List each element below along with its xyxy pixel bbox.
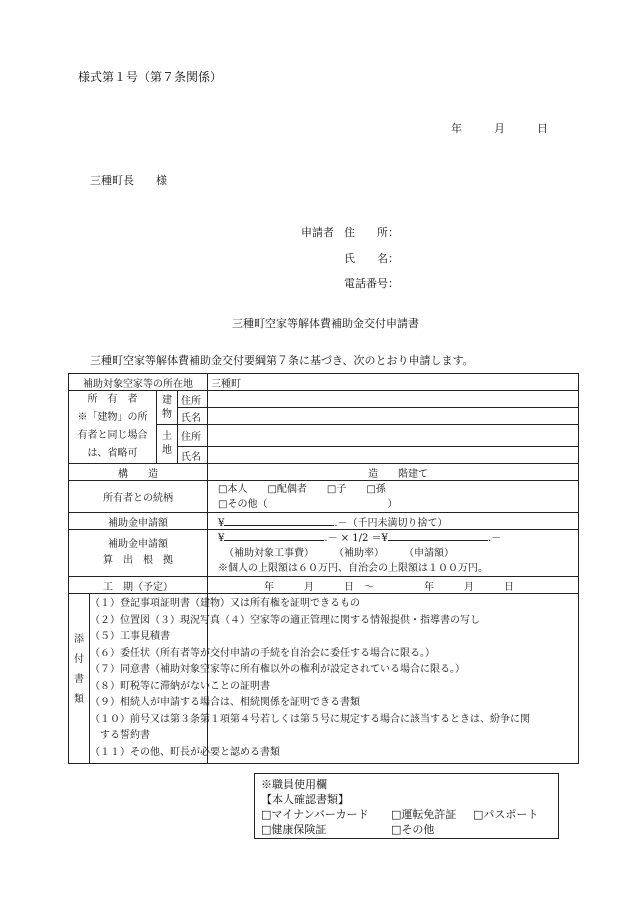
staff-subtitle: 【本人確認書類】 bbox=[261, 793, 349, 806]
building-address-label: 住所 bbox=[178, 391, 208, 408]
land-name-value[interactable] bbox=[208, 447, 579, 464]
row-amount bbox=[69, 513, 579, 530]
calc-line-1: ¥ .－ × 1/2 ＝¥ .－ bbox=[218, 530, 575, 546]
amount-value[interactable] bbox=[208, 513, 579, 530]
applicant-name-label: 氏 名： bbox=[344, 252, 399, 265]
location-label: 補助対象空家等の所在地 bbox=[69, 374, 208, 391]
applicant-phone-label: 電話番号： bbox=[344, 277, 399, 290]
attachment-item: （１０）前号又は第３条第１項第４号若しくは第５号に規定する場合に該当するときは、紛争に関 bbox=[90, 713, 530, 725]
staff-title: ※職員使用欄 bbox=[261, 778, 327, 791]
row-building-address bbox=[69, 391, 579, 408]
amount-blank bbox=[224, 515, 334, 526]
row-relation bbox=[69, 481, 579, 513]
land-address-value[interactable] bbox=[208, 425, 579, 447]
form-number: 様式第１号（第７条関係） bbox=[78, 70, 223, 84]
attachment-item: （８）町税等に滞納がないことの証明書 bbox=[90, 680, 270, 692]
attachments-list bbox=[90, 594, 530, 764]
attachment-item: （１１）その他、町長が必要と認める書類 bbox=[90, 746, 280, 758]
staff-use-box bbox=[254, 773, 559, 839]
calc-line-2: （補助対象工事費） （補助率） （申請額） bbox=[224, 548, 454, 559]
relation-line-2: □その他（ ） bbox=[218, 498, 398, 510]
applicant-label: 申請者 bbox=[301, 226, 334, 239]
application-table bbox=[68, 373, 579, 764]
amount-note: .－（千円未満切り捨て） bbox=[334, 517, 448, 529]
row-period bbox=[69, 577, 579, 594]
calc-line-3: ※個人の上限額は６０万円、自治会の上限額は１００万円。 bbox=[218, 563, 488, 574]
attachment-item: （６）委任状（所有者等が交付申請の手続を自治会に委任する場合に限る。） bbox=[90, 647, 435, 659]
attachment-item: （２）位置図（３）現況写真（４）空家等の適正管理に関する情報提供・指導書の写し bbox=[90, 614, 480, 626]
period-value: 年 月 日 〜 年 月 日 bbox=[208, 577, 579, 594]
attachment-item: （７）同意書（補助対象空家等に所有権以外の権利が設定されている場合に限る。） bbox=[90, 664, 465, 675]
building-name-value[interactable] bbox=[208, 408, 579, 425]
applicant-address-label: 住 所： bbox=[344, 226, 399, 239]
structure-value: 造 階建て bbox=[208, 464, 579, 481]
date-day: 日 bbox=[537, 122, 548, 135]
building-address-value[interactable] bbox=[208, 391, 579, 408]
amount-yen: ¥ bbox=[218, 517, 225, 529]
period-label: 工 期（予定） bbox=[69, 577, 208, 594]
intro-text: 三種町空家等解体費補助金交付要綱第７条に基づき、次のとおり申請します。 bbox=[90, 354, 474, 367]
calc-label: 補助金申請額 算 出 根 拠 bbox=[69, 530, 208, 577]
relation-line-1: □本人 □配偶者 □子 □孫 bbox=[218, 483, 386, 495]
attachment-item: （１）登記事項証明書（建物）又は所有権を証明できるもの bbox=[90, 598, 360, 609]
attachment-item: （５）工事見積書 bbox=[90, 631, 170, 642]
staff-row-2 bbox=[261, 822, 552, 837]
attachments-label: 添 付 書 類 bbox=[74, 634, 84, 705]
amount-label: 補助金申請額 bbox=[69, 513, 208, 530]
row-location bbox=[69, 374, 579, 391]
checkbox-my-number-card[interactable]: □マイナンバーカード bbox=[261, 808, 369, 821]
recipient: 三種町長 様 bbox=[90, 174, 167, 187]
building-label: 建 物 bbox=[157, 391, 178, 425]
attachment-item: する誓約書 bbox=[90, 730, 150, 741]
owner-note: 所 有 者 ※「建物」の所 有者と同じ場合 は、省略可 bbox=[69, 391, 157, 464]
checkbox-drivers-license[interactable]: □運転免許証 bbox=[391, 808, 457, 821]
checkbox-other[interactable]: □その他 bbox=[391, 823, 435, 836]
date-year: 年 bbox=[451, 122, 462, 135]
checkbox-health-insurance[interactable]: □健康保険証 bbox=[261, 823, 327, 836]
calc-value[interactable] bbox=[208, 530, 579, 577]
attachment-item: （９）相続人が申請する場合は、相続関係を証明できる書類 bbox=[90, 697, 360, 708]
staff-row-1 bbox=[261, 807, 552, 822]
land-label: 土 地 bbox=[157, 425, 178, 464]
land-address-label: 住所 bbox=[178, 425, 208, 447]
row-calculation bbox=[69, 530, 579, 577]
land-name-label: 氏名 bbox=[178, 447, 208, 464]
document-title: 三種町空家等解体費補助金交付申請書 bbox=[232, 317, 419, 330]
structure-label: 構 造 bbox=[69, 464, 208, 481]
checkbox-passport[interactable]: □パスポート bbox=[473, 808, 539, 821]
row-structure bbox=[69, 464, 579, 481]
date-month: 月 bbox=[494, 122, 505, 135]
location-value: 三種町 bbox=[208, 374, 579, 391]
relation-options[interactable] bbox=[208, 481, 579, 513]
relation-label: 所有者との続柄 bbox=[69, 481, 208, 513]
row-attachments bbox=[69, 594, 579, 764]
building-name-label: 氏名 bbox=[178, 408, 208, 425]
